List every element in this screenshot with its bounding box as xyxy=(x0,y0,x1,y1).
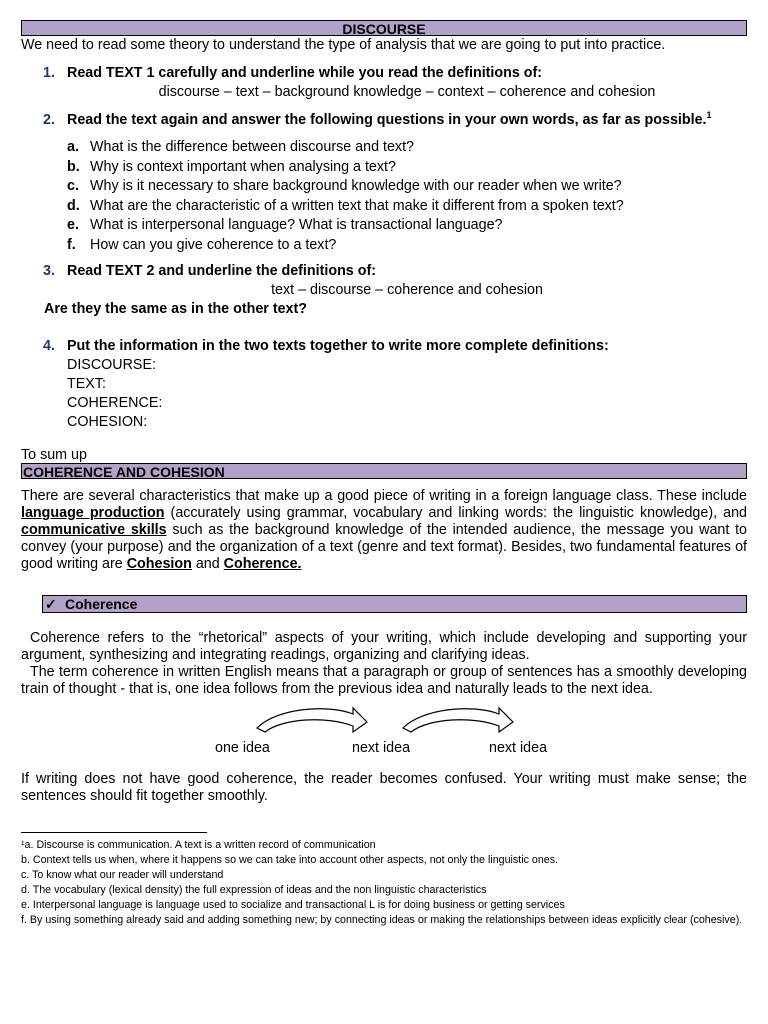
question-1 xyxy=(21,64,747,83)
item-text: Why is context important when analysing a text? xyxy=(90,158,396,175)
list-item xyxy=(21,197,747,217)
idea-flow-diagram xyxy=(21,698,747,756)
diagram-label-one-idea: one idea xyxy=(215,740,270,756)
text-run: such as the background knowledge of the intended audience, the message you want to convey (your purpose) and the organization of a text (genre and text format). Besides, two fundamental features of good writing are xyxy=(21,522,748,572)
section-title-discourse: DISCOURSE xyxy=(21,20,747,36)
text-run: Coherence refers to the “rhetorical” aspects of your writing, which include developing and supporting your argument, synthesizing and integrating readings, organizing and clarifying ideas. xyxy=(21,630,747,663)
term-cohesion: Cohesion xyxy=(126,556,192,572)
coherence-paragraph-1 xyxy=(21,630,747,664)
coherence-paragraph-3: If writing does not have good coherence, the reader becomes confused. Your writing must make sense; the sentences should fit together smoothly. xyxy=(21,771,747,804)
text-run: and xyxy=(191,556,224,572)
footnote-line: d. The vocabulary (lexical density) the full expression of ideas and the non linguistic characteristics xyxy=(21,884,487,896)
section-title-coherence-cohesion: COHERENCE AND COHESION xyxy=(21,463,747,479)
question-2 xyxy=(21,111,747,130)
term-language-production: language production xyxy=(21,505,165,521)
item-text: How can you give coherence to a text? xyxy=(90,236,337,253)
definition-field-cohesion: COHESION: xyxy=(67,414,148,430)
question-3-followup: Are they the same as in the other text? xyxy=(44,301,307,317)
footnote-line: e. Interpersonal language is language used to socialize and transactional L is for doing business or getting services xyxy=(21,899,565,911)
footnote-line: c. To know what our reader will understand xyxy=(21,869,224,881)
document-page xyxy=(21,20,747,928)
text-run: (accurately using grammar, vocabulary and linking words: the linguistic knowledge), and xyxy=(164,505,747,521)
sum-up-text: To sum up xyxy=(21,447,87,463)
question-text: Put the information in the two texts together to write more complete definitions: xyxy=(67,338,609,354)
item-text: What is the difference between discourse and text? xyxy=(90,139,414,155)
footnote-marker: 1 xyxy=(706,110,712,121)
curved-arrow-icon xyxy=(21,702,747,738)
subsection-label: Coherence xyxy=(65,596,138,612)
question-text: Read the text again and answer the following questions in your own words, as far as possible. xyxy=(67,112,707,128)
question-2-subitems xyxy=(21,138,747,255)
footnote-line: ¹a. Discourse is communication. A text is a written record of communication xyxy=(21,839,376,851)
item-letter: f. xyxy=(67,236,76,253)
term-communicative-skills: communicative skills xyxy=(21,522,167,538)
question-1-terms: discourse – text – background knowledge – context – coherence and cohesion xyxy=(158,84,656,100)
list-item xyxy=(21,158,747,178)
item-letter: d. xyxy=(67,197,80,214)
definition-field-text: TEXT: xyxy=(67,376,106,392)
text-run: There are several characteristics that make up a good piece of writing in a foreign language class. These include xyxy=(21,488,747,504)
item-letter: a. xyxy=(67,139,79,155)
question-number: 3. xyxy=(43,263,55,279)
question-number: 4. xyxy=(43,338,55,354)
footnote-line: b. Context tells us when, where it happens so we can take into account other aspects, not only the linguistic ones. xyxy=(21,854,559,866)
question-number: 1. xyxy=(43,65,55,81)
item-text: Why is it necessary to share background knowledge with our reader when we write? xyxy=(90,178,622,194)
definition-field-coherence: COHERENCE: xyxy=(67,395,163,411)
item-text: What is interpersonal language? What is transactional language? xyxy=(90,217,503,233)
list-item xyxy=(21,177,747,197)
paragraph-characteristics xyxy=(21,488,747,573)
definition-field-discourse: DISCOURSE: xyxy=(67,357,156,373)
list-item xyxy=(21,236,747,256)
question-3 xyxy=(21,262,747,281)
checkmark-icon: ✓ xyxy=(45,596,57,612)
item-text: What are the characteristic of a written text that make it different from a spoken text? xyxy=(90,197,624,214)
term-coherence: Coherence. xyxy=(223,556,302,572)
item-letter: c. xyxy=(67,178,79,194)
subsection-coherence xyxy=(42,595,747,613)
question-text: Read TEXT 1 carefully and underline while you read the definitions of: xyxy=(67,65,543,81)
question-number: 2. xyxy=(43,112,55,128)
list-item xyxy=(21,138,747,158)
diagram-label-next-idea: next idea xyxy=(352,740,411,756)
question-3-terms: text – discourse – coherence and cohesion xyxy=(271,282,543,298)
item-letter: e. xyxy=(67,217,79,233)
coherence-paragraph-2 xyxy=(21,664,747,698)
footnote-line: f. By using something already said and adding something new; by connecting ideas or making the relationships between ideas explicitly clear (cohesive). xyxy=(21,914,743,926)
question-text: Read TEXT 2 and underline the definitions of: xyxy=(67,263,376,279)
diagram-label-next-idea: next idea xyxy=(489,740,548,756)
list-item xyxy=(21,216,747,236)
question-4 xyxy=(21,337,747,356)
intro-text: We need to read some theory to understand the type of analysis that we are going to put into practice. xyxy=(21,37,666,53)
item-letter: b. xyxy=(67,158,80,175)
footnotes xyxy=(21,838,747,928)
text-run: The term coherence in written English means that a paragraph or group of sentences has a smoothly developing train of thought - that is, one idea follows from the previous idea and naturally leads to the next idea. xyxy=(21,664,747,697)
